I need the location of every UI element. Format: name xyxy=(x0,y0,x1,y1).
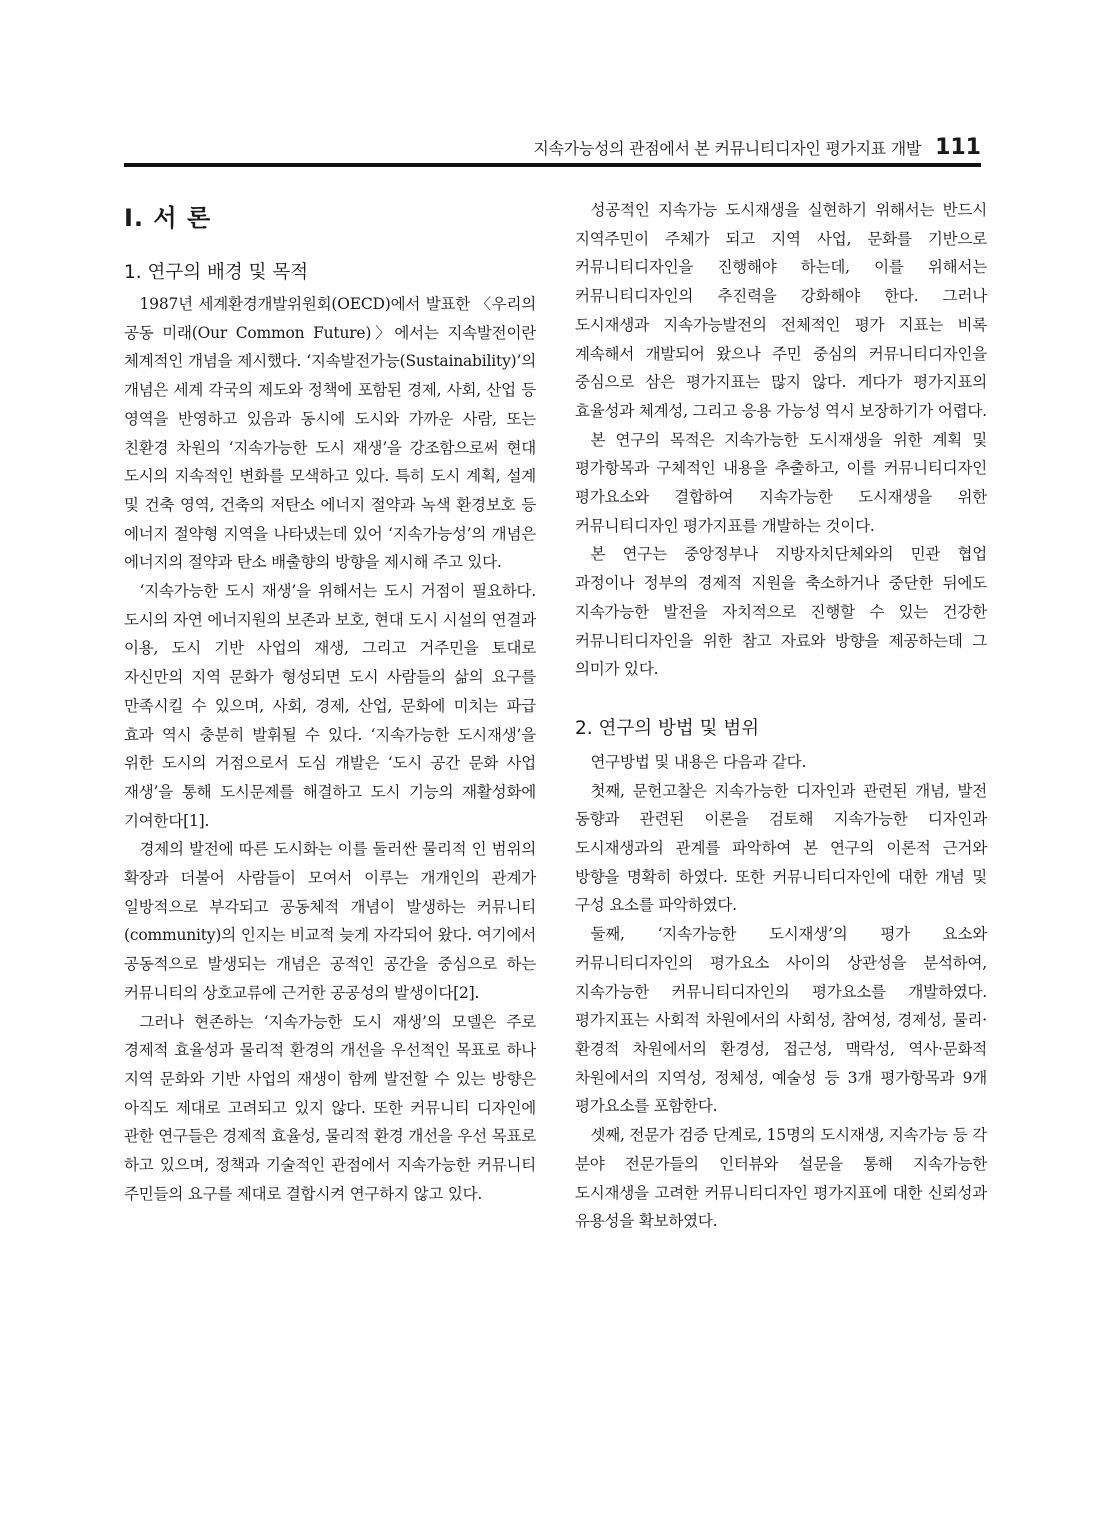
right-column xyxy=(575,196,987,1236)
paragraph: 본 연구의 목적은 지속가능한 도시재생을 위한 계획 및 평가항목과 구체적인 내용을 추출하고, 이를 커뮤니티디자인 평가요소와 결합하여 지속가능한 도시재생을 위한 커뮤니티디자인 평가지표를 개발하는 것이다. xyxy=(575,430,987,535)
header-rule xyxy=(124,163,981,167)
paragraph: 첫째, 문헌고찰은 지속가능한 디자인과 관련된 개념, 발전 동향과 관련된 이론을 검토해 지속가능한 디자인과 도시재생과의 관계를 파악하여 본 연구의 이론적 근거와 방향을 명확히 하였다. 또한 커뮤니티디자인에 대한 개념 및 구성 요소를 파악하였다. xyxy=(575,781,987,915)
running-title: 지속가능성의 관점에서 본 커뮤니티디자인 평가지표 개발 xyxy=(533,139,922,158)
paragraph: 경제의 발전에 따른 도시화는 이를 둘러싼 물리적 인 범위의 확장과 더불어 사람들이 모여서 이루는 개개인의 관계가 일방적으로 부각되고 공동체적 개념이 발생하는 커뮤니티(community)의 인지는 비교적 늦게 자각되어 왔다. 여기에서 공동적으로 발생되는 개념은 공적인 공간을 중심으로 하는 커뮤니티의 상호교류에 근거한 공공성의 발생이다[2]. xyxy=(124,840,536,1002)
paragraph: 1987년 세계환경개발위원회(OECD)에서 발표한 〈우리의 공동 미래(Our Common Future)〉에서는 지속발전이란 체계적인 개념을 제시했다. ‘지속발전가능(Sustainability)’의 개념은 세계 각국의 제도와 정책에 포함된 경제, 사회, 산업 등 영역을 반영하고 있음과 동시에 도시와 가까운 사람, 또는 친환경 차원의 ‘지속가능한 도시 재생’을 강조함으로써 현대 도시의 지속적인 변화를 모색하고 있다. 특히 도시 계획, 설계 및 건축 영역, 건축의 저탄소 에너지 절약과 녹색 환경보호 등 에너지 절약형 지역을 나타냈는데 있어 ‘지속가능성’의 개념은 에너지의 절약과 탄소 배출향의 방향을 제시해 주고 있다. xyxy=(124,295,536,572)
subsection-heading: 1. 연구의 배경 및 목적 xyxy=(124,262,309,283)
paragraph: 성공적인 지속가능 도시재생을 실현하기 위해서는 반드시 지역주민이 주체가 되고 지역 사업, 문화를 기반으로 커뮤니티디자인을 진행해야 하는데, 이를 위해서는 커뮤니티디자인의 추진력을 강화해야 한다. 그러나 도시재생과 지속가능발전의 전체적인 평가 지표는 비록 계속해서 개발되어 왔으나 주민 중심의 커뮤니티디자인을 중심으로 삼은 평가지표는 많지 않다. 게다가 평가지표의 효율성과 체계성, 그리고 응용 가능성 역시 보장하기가 어렵다. xyxy=(575,201,987,420)
paragraph: 연구방법 및 내용은 다음과 같다. xyxy=(590,752,807,771)
paragraph: 둘째, ‘지속가능한 도시재생’의 평가 요소와 커뮤니티디자인의 평가요소 사이의 상관성을 분석하여, 지속가능한 커뮤니티디자인의 평가요소를 개발하였다. 평가지표는 사회적 차원에서의 사회성, 참여성, 경제성, 물리·환경적 차원에서의 환경성, 접근성, 맥락성, 역사·문화적 차원에서의 지역성, 정체성, 예술성 등 3개 평가항목과 9개 평가요소를 포함한다. xyxy=(575,925,987,1116)
left-column xyxy=(124,196,536,1209)
paragraph: ‘지속가능한 도시 재생’을 위해서는 도시 거점이 필요하다. 도시의 자연 에너지원의 보존과 보호, 현대 도시 시설의 연결과 이용, 도시 기반 사업의 재생, 그리고 거주민을 토대로 자신만의 지역 문화가 형성되면 도시 사람들의 삶의 요구를 만족시킬 수 있으며, 사회, 경제, 산업, 문화에 미치는 파급 효과 역시 충분히 발휘될 수 있다. ‘지속가능한 도시재생’을 위한 도시의 거점으로서 도심 개발은 ‘도시 공간 문화 사업 재생’을 통해 도시문제를 해결하고 도시 기능의 재활성화에 기여한다[1]. xyxy=(124,582,536,830)
paragraph: 그러나 현존하는 ‘지속가능한 도시 재생’의 모델은 주로 경제적 효율성과 물리적 환경의 개선을 우선적인 목표로 하나 지역 문화와 기반 사업의 재생이 함께 발전할 수 있는 방향은 아직도 제대로 고려되고 있지 않다. 또한 커뮤니티 디자인에 관한 연구들은 경제적 효율성, 물리적 환경 개선을 우선 목표로 하고 있으며, 정책과 기술적인 관점에서 지속가능한 커뮤니티 주민들의 요구를 제대로 결합시켜 연구하지 않고 있다. xyxy=(124,1012,536,1203)
paragraph: 본 연구는 중앙정부나 지방자치단체와의 민관 협업 과정이나 정부의 경제적 지원을 축소하거나 중단한 뒤에도 지속가능한 발전을 자치적으로 진행할 수 있는 건강한 커뮤니티디자인을 위한 참고 자료와 방향을 제공하는데 그 의미가 있다. xyxy=(575,545,987,679)
section-heading: I. 서 론 xyxy=(124,204,212,232)
paragraph: 셋째, 전문가 검증 단계로, 15명의 도시재생, 지속가능 등 각 분야 전문가들의 인터뷰와 설문을 통해 지속가능한 도시재생을 고려한 커뮤니티디자인 평가지표에 대한 신뢰성과 유용성을 확보하였다. xyxy=(575,1126,987,1231)
subsection-heading: 2. 연구의 방법 및 범위 xyxy=(575,717,760,739)
page-number: 111 xyxy=(935,135,981,160)
running-header xyxy=(124,132,981,160)
